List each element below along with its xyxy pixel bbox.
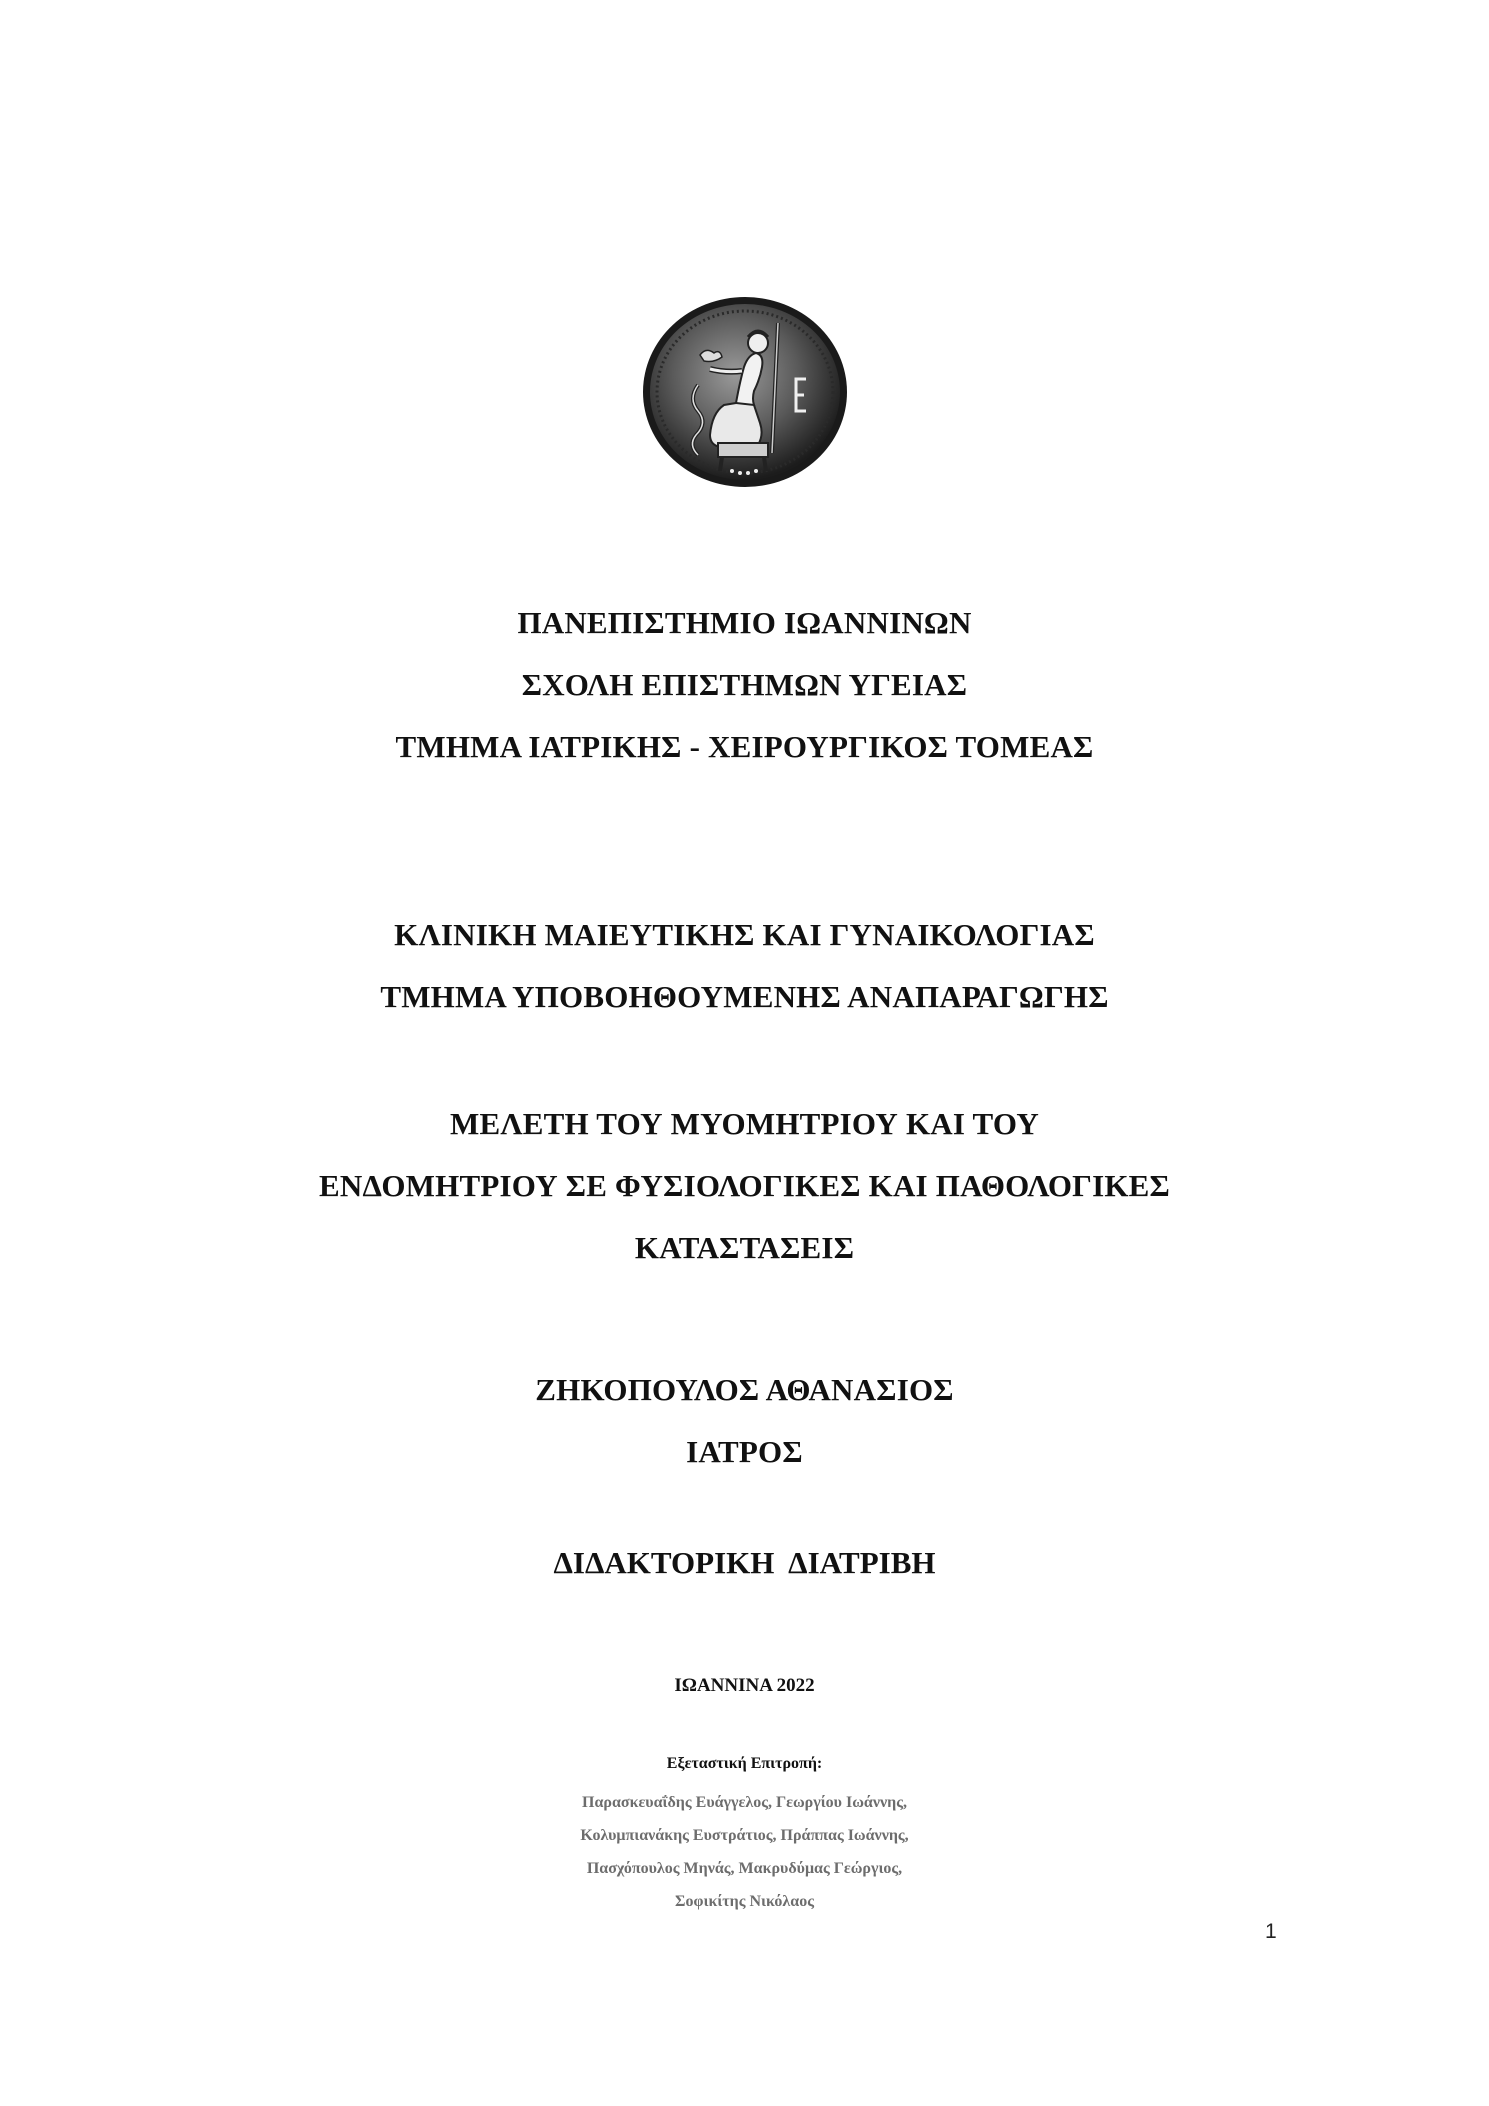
author-profession: ΙΑΤΡΟΣ: [686, 1434, 803, 1469]
thesis-title-line: ΕΝΔΟΜΗΤΡΙΟΥ ΣΕ ΦΥΣΙΟΛΟΓΙΚΕΣ ΚΑΙ ΠΑΘΟΛΟΓΙΚΕΣ: [319, 1168, 1170, 1203]
committee-label: Εξεταστική Επιτροπή:: [666, 1755, 823, 1772]
page-number: 1: [1265, 1920, 1277, 1943]
city-year: ΙΩΑΝΝΙΝΑ 2022: [674, 1675, 815, 1696]
committee-line: Πασχόπουλος Μηνάς, Μακρυδύμας Γεώργιος,: [586, 1860, 903, 1877]
thesis-title-line: ΚΑΤΑΣΤΑΣΕΙΣ: [634, 1230, 855, 1265]
committee-line: Παρασκευαΐδης Ευάγγελος, Γεωργίου Ιωάννης,: [582, 1794, 907, 1811]
committee-line: Κολυμπιανάκης Ευστράτιος, Πράππας Ιωάννης,: [580, 1827, 909, 1844]
university-name: ΠΑΝΕΠΙΣΤΗΜΙΟ ΙΩΑΝΝΙΝΩΝ: [517, 605, 972, 640]
clinic-name: ΚΛΙΝΙΚΗ ΜΑΙΕΥΤΙΚΗΣ ΚΑΙ ΓΥΝΑΙΚΟΛΟΓΙΑΣ: [394, 917, 1095, 952]
thesis-title: [0, 1093, 1489, 1279]
author-block: [0, 1359, 1489, 1483]
university-heading: [0, 592, 1489, 778]
author-name: ΖΗΚΟΠΟΥΛΟΣ ΑΘΑΝΑΣΙΟΣ: [535, 1372, 954, 1407]
school-name: ΣΧΟΛΗ ΕΠΙΣΤΗΜΩΝ ΥΓΕΙΑΣ: [521, 667, 968, 702]
university-seal-logo: [640, 295, 850, 490]
thesis-title-line: ΜΕΛΕΤΗ ΤΟΥ ΜΥΟΜΗΤΡΙΟΥ ΚΑΙ ΤΟΥ: [450, 1106, 1039, 1141]
committee-line: Σοφικίτης Νικόλαος: [675, 1893, 814, 1910]
committee-members: [0, 1786, 1489, 1918]
document-type: ΔΙΔΑΚΤΟΡΙΚΗ ΔΙΑΤΡΙΒΗ: [553, 1545, 936, 1580]
clinic-heading: [0, 904, 1489, 1028]
clinic-unit: ΤΜΗΜΑ ΥΠΟΒΟΗΘΟΥΜΕΝΗΣ ΑΝΑΠΑΡΑΓΩΓΗΣ: [380, 979, 1109, 1014]
department-name: ΤΜΗΜΑ ΙΑΤΡΙΚΗΣ - ΧΕΙΡΟΥΡΓΙΚΟΣ ΤΟΜΕΑΣ: [395, 729, 1094, 764]
